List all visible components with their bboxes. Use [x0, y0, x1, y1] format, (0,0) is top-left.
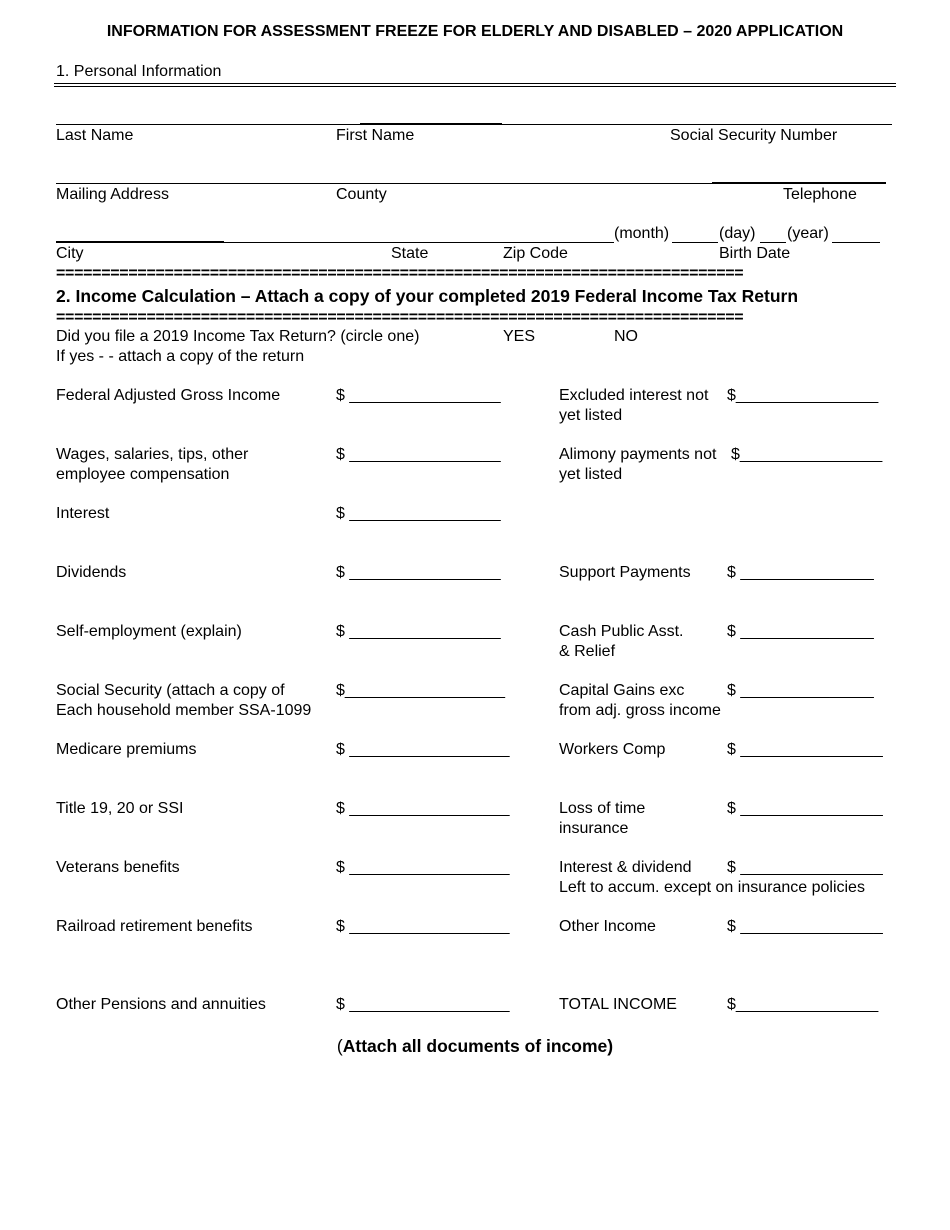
right-income-amount-field[interactable]: $ ________________	[727, 741, 883, 758]
left-income-amount-field[interactable]: $ __________________	[336, 859, 510, 876]
telephone-label: Telephone	[783, 186, 857, 203]
left-income-item-label: Wages, salaries, tips, other	[56, 446, 249, 463]
right-income-item-sublabel: yet listed	[559, 407, 623, 424]
right-income-amount-field[interactable]: $ _______________	[727, 682, 874, 699]
year-blank[interactable]	[832, 242, 880, 243]
mailing-address-label: Mailing Address	[56, 186, 169, 203]
left-income-item-label: Self-employment (explain)	[56, 623, 242, 640]
left-income-item-label: Veterans benefits	[56, 859, 180, 876]
right-income-amount-field[interactable]: $ _______________	[727, 623, 874, 640]
filed-question: Did you file a 2019 Income Tax Return? (circle one)	[56, 328, 420, 345]
right-income-item-label: Workers Comp	[559, 741, 666, 758]
city-label: City	[56, 245, 84, 262]
right-income-amount-field[interactable]: $ _______________	[727, 564, 874, 581]
right-income-item-label: Loss of time	[559, 800, 646, 817]
right-income-amount-field[interactable]: $ ________________	[727, 800, 883, 817]
left-income-amount-field[interactable]: $ __________________	[336, 741, 510, 758]
state-label: State	[391, 245, 429, 262]
left-income-item-label: Federal Adjusted Gross Income	[56, 387, 281, 404]
month-label: (month)	[614, 225, 670, 242]
year-label: (year)	[787, 225, 829, 242]
left-income-amount-field[interactable]: $ _________________	[336, 623, 501, 640]
right-income-amount-field[interactable]: $ ________________	[727, 859, 883, 876]
left-income-amount-field[interactable]: $ __________________	[336, 800, 510, 817]
birth-date-label: Birth Date	[719, 245, 791, 262]
left-income-item-label: Railroad retirement benefits	[56, 918, 253, 935]
left-income-amount-field[interactable]: $ _________________	[336, 446, 501, 463]
month-blank[interactable]	[672, 242, 718, 243]
section2-heading: 2. Income Calculation – Attach a copy of your completed 2019 Federal Income Tax Return	[56, 286, 799, 306]
right-income-item-label: Excluded interest not	[559, 387, 709, 404]
right-income-item-label: TOTAL INCOME	[559, 996, 677, 1013]
right-income-amount-field[interactable]: $________________	[727, 996, 879, 1013]
attach-return-note: If yes - - attach a copy of the return	[56, 348, 305, 365]
section1-heading: 1. Personal Information	[56, 63, 222, 80]
yes-option[interactable]: YES	[503, 328, 536, 345]
zip-label: Zip Code	[503, 245, 568, 262]
left-income-item-label: Other Pensions and annuities	[56, 996, 266, 1013]
right-income-item-label: Support Payments	[559, 564, 691, 581]
double-rule-top	[54, 83, 896, 84]
right-income-item-sublabel: insurance	[559, 820, 629, 837]
right-income-amount-field[interactable]: $ ________________	[727, 918, 883, 935]
left-income-item-label: Dividends	[56, 564, 127, 581]
left-income-amount-field[interactable]: $ _________________	[336, 505, 501, 522]
first-name-line-bold	[360, 123, 502, 125]
right-income-amount-field[interactable]: $________________	[727, 387, 879, 404]
right-income-amount-field[interactable]: $________________	[731, 446, 883, 463]
county-label: County	[336, 186, 387, 203]
right-income-item-label: Capital Gains exc	[559, 682, 685, 699]
left-income-item-label: Interest	[56, 505, 110, 522]
right-income-item-sublabel: & Relief	[559, 643, 616, 660]
right-income-item-label: Alimony payments not	[559, 446, 717, 463]
separator-2: ============================================================================	[56, 312, 744, 324]
no-option[interactable]: NO	[614, 328, 638, 345]
left-income-item-label: Title 19, 20 or SSI	[56, 800, 184, 817]
left-income-item-label: Social Security (attach a copy of	[56, 682, 285, 699]
day-blank[interactable]	[760, 242, 786, 243]
right-income-item-label: Cash Public Asst.	[559, 623, 684, 640]
left-income-amount-field[interactable]: $__________________	[336, 682, 506, 699]
right-income-item-label: Other Income	[559, 918, 656, 935]
double-rule-bottom	[54, 86, 896, 87]
right-income-item-sublabel: yet listed	[559, 466, 623, 483]
last-name-label: Last Name	[56, 127, 134, 144]
attach-documents-paren: (	[336, 1036, 343, 1056]
form-title: INFORMATION FOR ASSESSMENT FREEZE FOR ELDERLY AND DISABLED – 2020 APPLICATION	[106, 23, 844, 40]
left-income-amount-field[interactable]: $ _________________	[336, 564, 501, 581]
city-line[interactable]	[56, 241, 224, 243]
day-label: (day)	[719, 225, 756, 242]
left-income-amount-field[interactable]: $ __________________	[336, 996, 510, 1013]
address-line[interactable]	[56, 183, 712, 184]
right-income-item-sublabel: Left to accum. except on insurance policies	[559, 879, 865, 896]
first-name-label: First Name	[336, 127, 415, 144]
attach-documents-text: Attach all documents of income)	[342, 1036, 614, 1056]
state-zip-line[interactable]	[224, 242, 614, 243]
attach-documents-note	[0, 1036, 950, 1056]
telephone-line[interactable]	[712, 182, 886, 184]
left-income-amount-field[interactable]: $ _________________	[336, 387, 501, 404]
separator-1: ============================================================================	[56, 268, 744, 280]
left-income-item-sublabel: Each household member SSA-1099	[56, 702, 312, 719]
ssn-label: Social Security Number	[670, 127, 838, 144]
right-income-item-label: Interest & dividend	[559, 859, 692, 876]
right-income-item-sublabel: from adj. gross income	[559, 702, 721, 719]
left-income-item-label: Medicare premiums	[56, 741, 197, 758]
left-income-amount-field[interactable]: $ __________________	[336, 918, 510, 935]
left-income-item-sublabel: employee compensation	[56, 466, 230, 483]
